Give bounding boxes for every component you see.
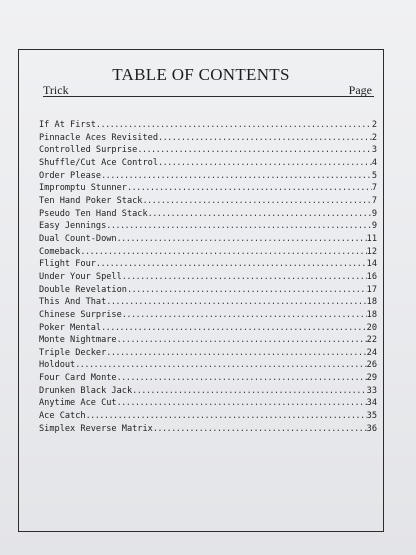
toc-entry-title: Ten Hand Poker Stack — [39, 195, 143, 206]
toc-entry — [39, 386, 377, 399]
toc-entry-title: Simplex Reverse Matrix — [39, 423, 153, 434]
dot-leader — [75, 360, 366, 370]
toc-entry-page: 33 — [366, 385, 377, 396]
toc-entry-title: If At First — [39, 120, 96, 130]
toc-entry — [39, 247, 377, 260]
toc-entry-title: Drunken Black Jack — [39, 385, 133, 396]
toc-entry — [39, 348, 377, 361]
toc-entry-title: Under Your Spell — [39, 271, 122, 282]
toc-entry-title: Easy Jennings — [39, 221, 107, 232]
toc-entry-title: Four Card Monte — [39, 373, 117, 384]
toc-entry-page: 2 — [371, 132, 377, 143]
toc-list — [39, 120, 377, 436]
toc-entry-page: 11 — [366, 233, 377, 244]
toc-entry — [39, 209, 377, 222]
toc-entry-page: 12 — [366, 246, 377, 257]
toc-entry — [39, 297, 377, 310]
trick-column-header: Trick — [43, 83, 69, 97]
toc-entry-page: 20 — [366, 322, 377, 333]
toc-entry-title: Order Please — [39, 170, 102, 181]
toc-entry-page: 9 — [371, 208, 377, 219]
toc-entry — [39, 158, 377, 171]
toc-entry-title: Shuffle/Cut Ace Control — [39, 157, 158, 168]
toc-entry — [39, 234, 377, 247]
toc-entry-title: Anytime Ace Cut — [39, 398, 117, 409]
toc-entry-title: Comeback — [39, 246, 81, 257]
dot-leader — [80, 247, 366, 257]
toc-entry-page: 9 — [371, 221, 377, 232]
toc-entry-title: Monte Nightmare — [39, 335, 117, 346]
page-column-header: Page — [348, 83, 372, 97]
toc-entry-page: 3 — [371, 145, 377, 156]
toc-entry — [39, 373, 377, 386]
toc-entry-title: Impromptu Stunner — [39, 183, 127, 194]
dot-leader — [142, 196, 371, 206]
toc-entry — [39, 259, 377, 272]
toc-entry — [39, 171, 377, 184]
toc-entry-title: Pseudo Ten Hand Stack — [39, 208, 148, 219]
toc-entry — [39, 133, 377, 146]
toc-entry-title: Ace Catch — [39, 411, 86, 422]
toc-entry-page: 24 — [366, 347, 377, 358]
toc-entry-page: 29 — [366, 373, 377, 384]
dot-leader — [106, 348, 366, 358]
toc-entry-page: 5 — [371, 170, 377, 181]
toc-entry-title: Pinnacle Aces Revisited — [39, 132, 158, 143]
toc-entry-page: 26 — [366, 360, 377, 371]
page-title: TABLE OF CONTENTS — [112, 65, 290, 84]
dot-leader — [117, 234, 367, 244]
toc-entry-title: Poker Mental — [39, 322, 102, 333]
toc-entry — [39, 145, 377, 158]
dot-leader — [148, 209, 372, 219]
dot-leader — [153, 424, 367, 434]
toc-entry-title: Triple Decker — [39, 347, 107, 358]
toc-entry-title: This And That — [39, 297, 107, 308]
toc-entry-page: 35 — [366, 411, 377, 422]
dot-leader — [132, 386, 367, 396]
toc-entry-page: 2 — [371, 120, 377, 130]
toc-entry-page: 18 — [366, 297, 377, 308]
dot-leader — [96, 120, 372, 130]
toc-entry-page: 22 — [366, 335, 377, 346]
dot-leader — [106, 297, 366, 307]
toc-entry-page: 18 — [366, 309, 377, 320]
header-rule — [43, 96, 374, 97]
toc-entry-page: 36 — [366, 423, 377, 434]
toc-entry-title: Flight Four — [39, 259, 96, 270]
dot-leader — [96, 259, 367, 269]
toc-entry-page: 14 — [366, 259, 377, 270]
dot-leader — [122, 272, 367, 282]
toc-entry-title: Chinese Surprise — [39, 309, 122, 320]
toc-entry — [39, 285, 377, 298]
toc-entry-page: 7 — [371, 195, 377, 206]
toc-entry-page: 16 — [366, 271, 377, 282]
dot-leader — [117, 335, 367, 345]
toc-entry — [39, 272, 377, 285]
dot-leader — [158, 133, 372, 143]
dot-leader — [101, 171, 372, 181]
toc-entry — [39, 120, 377, 133]
toc-entry-page: 34 — [366, 398, 377, 409]
dot-leader — [127, 285, 367, 295]
toc-entry — [39, 310, 377, 323]
toc-entry — [39, 398, 377, 411]
toc-entry-page: 7 — [371, 183, 377, 194]
dot-leader — [117, 373, 367, 383]
toc-entry — [39, 183, 377, 196]
dot-leader — [137, 145, 372, 155]
dot-leader — [158, 158, 372, 168]
toc-entry — [39, 221, 377, 234]
toc-entry — [39, 360, 377, 373]
toc-entry-page: 4 — [371, 157, 377, 168]
toc-entry — [39, 424, 377, 437]
toc-entry — [39, 411, 377, 424]
toc-entry-title: Holdout — [39, 360, 76, 371]
dot-leader — [86, 411, 367, 421]
toc-entry — [39, 196, 377, 209]
dot-leader — [106, 221, 372, 231]
toc-entry — [39, 335, 377, 348]
toc-entry — [39, 323, 377, 336]
dot-leader — [127, 183, 372, 193]
dot-leader — [101, 323, 367, 333]
toc-entry-title: Dual Count-Down — [39, 233, 117, 244]
dot-leader — [117, 398, 367, 408]
toc-entry-title: Controlled Surprise — [39, 145, 138, 156]
dot-leader — [122, 310, 367, 320]
toc-entry-page: 17 — [366, 284, 377, 295]
toc-entry-title: Double Revelation — [39, 284, 127, 295]
